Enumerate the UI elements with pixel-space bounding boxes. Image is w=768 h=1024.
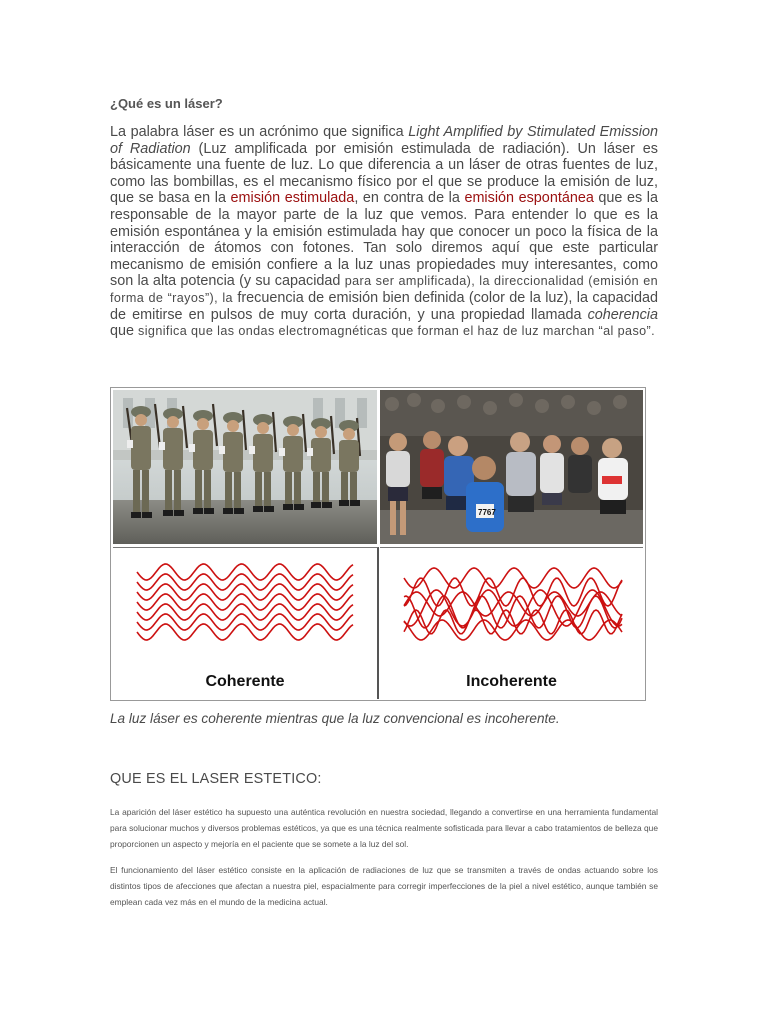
- coherent-wave: [137, 604, 353, 620]
- intro-text: para ser amplificada), la direccionalidad (emisión en forma de “rayos”), la: [110, 274, 659, 305]
- section-paragraph-1: La aparición del láser estético ha supuesto una auténtica revolución en nuestra sociedad, llegando a convertirse en una herramienta fundamental para solucionar muchos y diversos problemas estéticos, ya que es una técnica realmente sofisticada para llevar a cabo tratamientos de belleza que proporcionen un aspecto y mejoría en el paciente que se somete a la luz del sol.: [110, 807, 658, 849]
- coherent-wave: [137, 574, 353, 590]
- intro-text: que: [110, 323, 139, 340]
- intro-text: , en contra de la: [354, 190, 465, 207]
- incoherent-waves-diagram: [380, 547, 643, 699]
- coherent-wave: [137, 624, 353, 640]
- section-paragraph-2: El funcionamiento del láser estético consiste en la aplicación de radiaciones de luz que se transmiten a través de ondas actuando sobre los distintos tipos de afecciones que afectan a nuestra piel, espacialmente para corregir imperfecciones de la piel a nivel estético, aunque también se emplean cada vez más en el mundo de la medicina actual.: [110, 865, 658, 907]
- section-heading: QUE ES EL LASER ESTETICO:: [110, 771, 322, 787]
- figure-caption: La luz láser es coherente mientras que la luz convencional es incoherente.: [110, 711, 560, 726]
- coherent-waves-diagram: [113, 547, 379, 699]
- coherent-wave: [137, 594, 353, 610]
- intro-text: que es la responsable de la mayor parte de la luz que vemos. Para entender lo que es la emisión espontánea y la emisión estimulada hay que conocer un poco la física de la interacción de átomos con fotones. Tan solo diremos aquí que este particular mecanismo de emisión confiere a la luz unas propiedades muy interesantes, como son la alta potencia (y su capacidad: [110, 190, 658, 290]
- intro-text: significa que las ondas electromagnéticas que forman el haz de luz marchan “al paso”.: [138, 324, 656, 339]
- runners-crowd-image: [380, 390, 643, 544]
- coherent-wave: [137, 584, 353, 600]
- intro-italic-term: Light Amplified by Stimulated Emission of Radiation: [110, 124, 658, 157]
- coherent-wave: [137, 564, 353, 580]
- coherent-label: Coherente: [205, 673, 285, 690]
- marching-soldiers-image: [113, 390, 377, 544]
- coherent-wave: [137, 614, 353, 630]
- bib-number: 7767: [478, 508, 496, 517]
- incoherent-label: Incoherente: [466, 673, 557, 690]
- incoherent-wave: [404, 610, 622, 634]
- coherence-figure: [110, 387, 646, 701]
- page-title: ¿Qué es un láser?: [110, 96, 223, 111]
- coherence-term: coherencia: [587, 306, 658, 323]
- incoherent-wave: [404, 620, 622, 640]
- intro-text: La palabra láser es un acrónimo que significa: [110, 124, 409, 140]
- intro-paragraph: [110, 124, 658, 340]
- intro-text: frecuencia de emisión bien definida (color de la luz), la capacidad de emitirse en pulsos de muy corta duración, y una propiedad llamada: [110, 289, 658, 323]
- intro-text: (Luz amplificada por emisión estimulada de radiación). Un láser es básicamente una fuente de luz. Lo que diferencia a un láser de otras fuentes de luz, como las bombillas, es el mecanismo físico por el que se produce la emisión de luz, que se basa en la: [110, 140, 658, 207]
- stimulated-emission-link[interactable]: emisión estimulada: [230, 190, 355, 207]
- spontaneous-emission-link[interactable]: emisión espontánea: [464, 190, 594, 207]
